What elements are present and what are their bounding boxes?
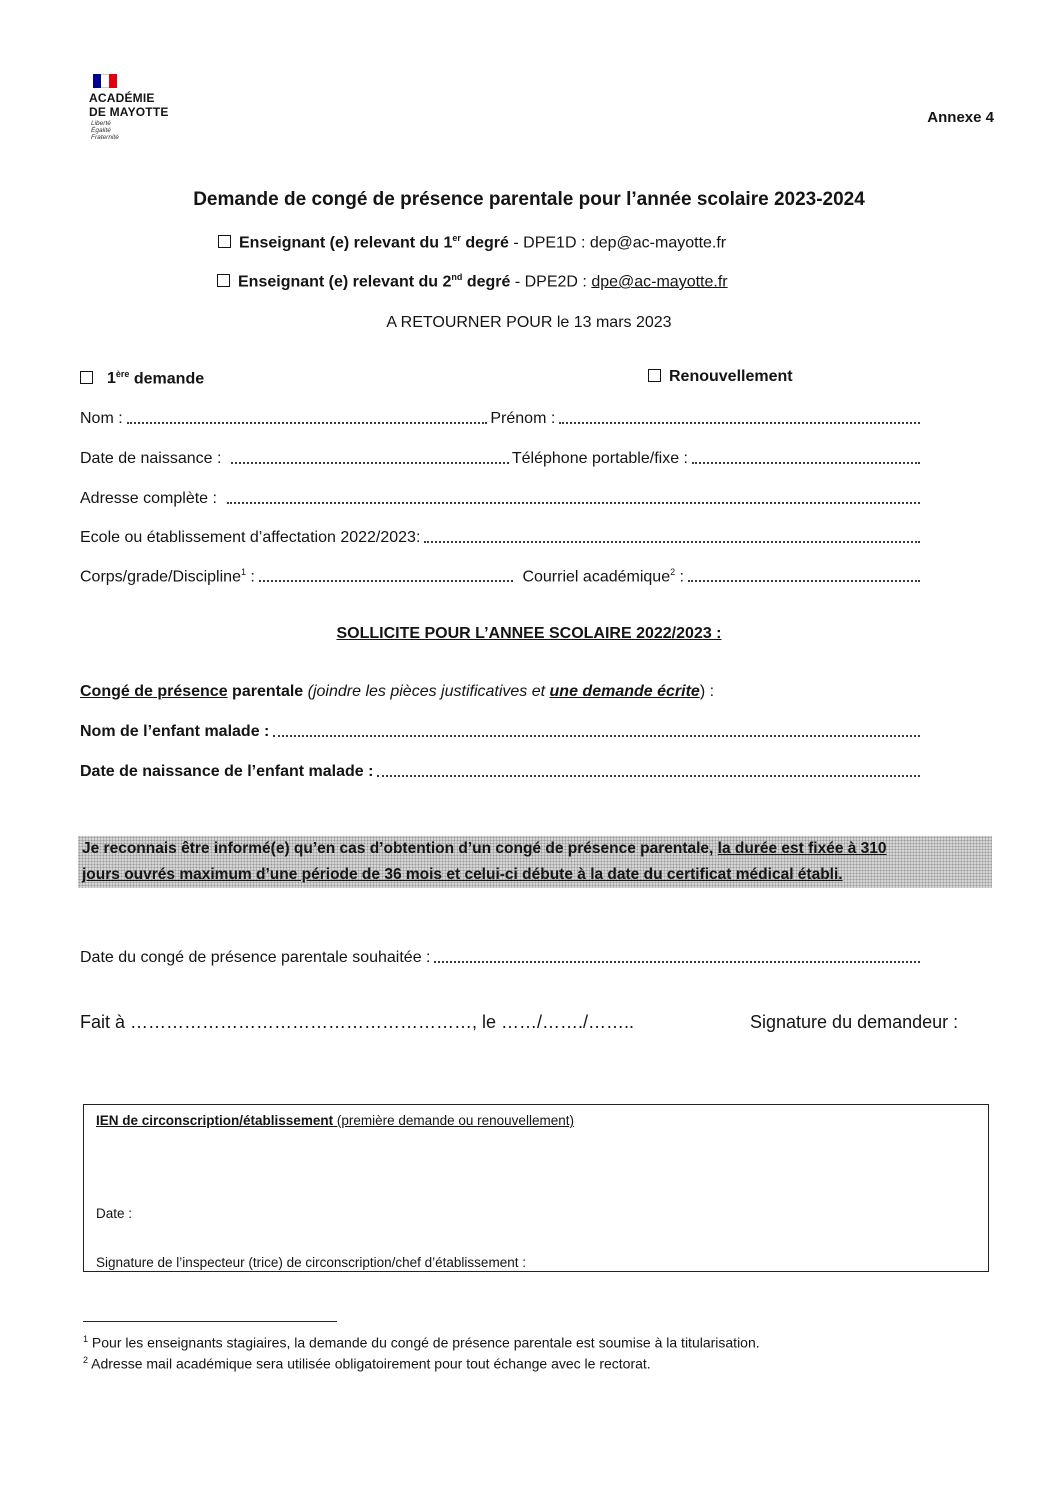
annexe-label: Annexe 4 (927, 109, 994, 126)
row-enfant-naissance (80, 759, 923, 781)
nom-input[interactable] (127, 422, 488, 424)
ecole-input[interactable] (424, 541, 920, 543)
checkbox-renewal[interactable] (648, 369, 661, 382)
logo-motto: Liberté Égalité Fraternité (91, 120, 119, 141)
date-souhaitee-input[interactable] (434, 961, 920, 963)
telephone-input[interactable] (692, 462, 920, 464)
date-naissance-input[interactable] (231, 462, 508, 464)
ien-header: IEN de circonscription/établissement (première demande ou renouvellement) (96, 1113, 574, 1128)
row-date-souhaitee (80, 945, 923, 967)
sollicite-heading: SOLLICITE POUR L’ANNEE SCOLAIRE 2022/2023 : (336, 625, 722, 642)
footnote-divider (83, 1321, 337, 1322)
ien-date: Date : (96, 1206, 133, 1221)
checkbox-first-request[interactable] (80, 371, 93, 384)
footnote-2: $^2$ Adresse mail académique sera utilisée obligatoirement pour tout échange avec le rectorat. (83, 1355, 651, 1372)
telephone-label: Téléphone portable/fixe : (511, 450, 688, 467)
page-title: Demande de congé de présence parentale pour l’année scolaire 2023-2024 (193, 189, 865, 210)
signature-demandeur-label: Signature du demandeur : (750, 1012, 959, 1032)
enfant-nom-input[interactable] (273, 735, 920, 737)
prenom-label: Prénom : (490, 410, 556, 427)
recipient-2d: Enseignant (e) relevant du 2nd degré - DPE2D : dpe@ac-mayotte.fr (217, 272, 728, 291)
date-naissance-label: Date de naissance : (80, 450, 222, 467)
courriel-input[interactable] (688, 580, 920, 582)
ien-box (83, 1104, 989, 1272)
first-request: 1ère demande (80, 369, 204, 388)
enfant-naissance-label: Date de naissance de l’enfant malade : (80, 763, 374, 780)
nom-label: Nom : (80, 410, 123, 427)
row-ecole (80, 525, 923, 547)
deadline: A RETOURNER POUR le 13 mars 2023 (386, 314, 672, 331)
row-enfant-nom (80, 719, 923, 741)
french-flag-icon (93, 74, 117, 88)
courriel-label: Courriel académique$^2$ : (522, 566, 684, 585)
row-adresse (80, 486, 923, 508)
logo-line1: ACADÉMIE (89, 91, 155, 105)
row-naissance-telephone (80, 446, 923, 468)
fait-a-text[interactable]: Fait à …………………………………………………, le ……/……./…….. (80, 1012, 635, 1032)
adresse-input[interactable] (227, 502, 920, 504)
renewal-request: Renouvellement (648, 368, 793, 386)
checkbox-1d[interactable] (218, 235, 231, 248)
checkbox-2d[interactable] (217, 274, 230, 287)
ien-signature: Signature de l’inspecteur (trice) de circonscription/chef d’établissement : (96, 1255, 526, 1270)
row-nom-prenom (80, 406, 923, 428)
row-corps-courriel (80, 564, 923, 586)
prenom-input[interactable] (559, 422, 920, 424)
email-1d[interactable]: dep@ac-mayotte.fr (589, 234, 727, 252)
conge-type: Congé de présence parentale (joindre les pièces justificatives et une demande écrite) : (80, 683, 715, 700)
logo-line2: DE MAYOTTE (89, 105, 169, 119)
recipient-1d: Enseignant (e) relevant du 1er degré - DPE1D : dep@ac-mayotte.fr (218, 233, 726, 252)
footnote-1: $^1$ Pour les enseignants stagiaires, la demande du congé de présence parentale est soumise à la titularisation. (83, 1334, 760, 1351)
information-notice: Je reconnais être informé(e) qu’en cas d’obtention d’un congé de présence parentale, la durée est fixée à 310 jours ouvrés maximum d’une période de 36 mois et celui-ci débute à la date du certificat médical établi. (78, 836, 992, 888)
ecole-label: Ecole ou établissement d’affectation 2022/2023: (80, 529, 421, 546)
enfant-nom-label: Nom de l’enfant malade : (80, 723, 270, 740)
adresse-label: Adresse complète : (80, 490, 217, 507)
enfant-naissance-input[interactable] (377, 775, 920, 777)
date-souhaitee-label: Date du congé de présence parentale souhaitée : (80, 949, 431, 966)
fait-a-line (80, 1012, 634, 1033)
email-2d[interactable]: dpe@ac-mayotte.fr (591, 273, 728, 291)
corps-input[interactable] (259, 580, 514, 582)
corps-label: Corps/grade/Discipline$^1$ : (80, 566, 255, 585)
